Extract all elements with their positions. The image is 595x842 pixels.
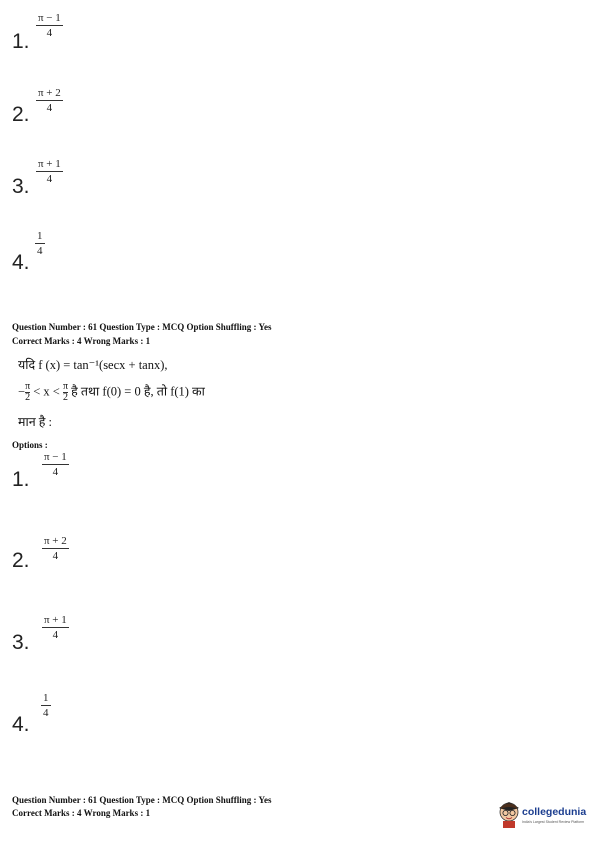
option-number: 1. bbox=[12, 30, 30, 53]
option-number: 3. bbox=[12, 175, 30, 198]
denominator: 4 bbox=[46, 102, 53, 114]
option-fraction bbox=[36, 158, 63, 185]
denominator: 4 bbox=[37, 245, 43, 257]
numerator: 1 bbox=[37, 230, 43, 242]
option-number: 3. bbox=[12, 631, 30, 654]
denominator: 4 bbox=[46, 173, 53, 185]
marks-header: Correct Marks : 4 Wrong Marks : 1 bbox=[12, 336, 151, 346]
option-fraction bbox=[35, 230, 45, 257]
student-mascot-icon bbox=[497, 799, 521, 829]
pi-over-two: $\frac{\pi}{2}$ bbox=[25, 381, 31, 403]
denominator: 4 bbox=[43, 707, 49, 719]
logo-name: collegedunia bbox=[522, 806, 587, 818]
question-line-3: मान है : bbox=[18, 415, 53, 429]
option-number: 4. bbox=[12, 713, 30, 736]
numerator: π − 1 bbox=[44, 451, 67, 463]
denominator: 4 bbox=[52, 550, 59, 562]
marks-header: Correct Marks : 4 Wrong Marks : 1 bbox=[12, 808, 151, 818]
numerator: 1 bbox=[43, 692, 49, 704]
numerator: π + 2 bbox=[44, 535, 67, 547]
pi-over-two: $\frac{\pi}{2}$ bbox=[62, 381, 69, 403]
option-fraction bbox=[36, 12, 63, 39]
denominator: 4 bbox=[46, 27, 53, 39]
option-fraction bbox=[41, 692, 51, 719]
option-fraction bbox=[42, 451, 69, 478]
option-number: 2. bbox=[12, 549, 30, 572]
option-fraction bbox=[36, 87, 63, 114]
question-header: Question Number : 61 Question Type : MCQ Option Shuffling : Yes bbox=[12, 322, 272, 332]
option-number: 1. bbox=[12, 468, 30, 491]
option-number: 4. bbox=[12, 251, 30, 274]
question-line-1: यदि f (x) = tan⁻¹(secx + tanx), bbox=[18, 358, 168, 372]
options-label: Options : bbox=[12, 440, 48, 450]
option-fraction bbox=[42, 535, 69, 562]
numerator: π + 2 bbox=[38, 87, 61, 99]
numerator: π + 1 bbox=[44, 614, 67, 626]
question-line-2: $-\frac{\pi}{2} < x < \frac{\pi}{2}$ है तथा f(0) = 0 है, तो f(1) का bbox=[18, 381, 205, 403]
numerator: π + 1 bbox=[38, 158, 61, 170]
numerator: π − 1 bbox=[38, 12, 61, 24]
denominator: 4 bbox=[52, 466, 59, 478]
question-header: Question Number : 61 Question Type : MCQ Option Shuffling : Yes bbox=[12, 795, 272, 805]
logo-tagline: India's Largest Student Review Platform bbox=[522, 820, 585, 824]
option-fraction bbox=[42, 614, 69, 641]
denominator: 4 bbox=[52, 629, 59, 641]
option-number: 2. bbox=[12, 103, 30, 126]
